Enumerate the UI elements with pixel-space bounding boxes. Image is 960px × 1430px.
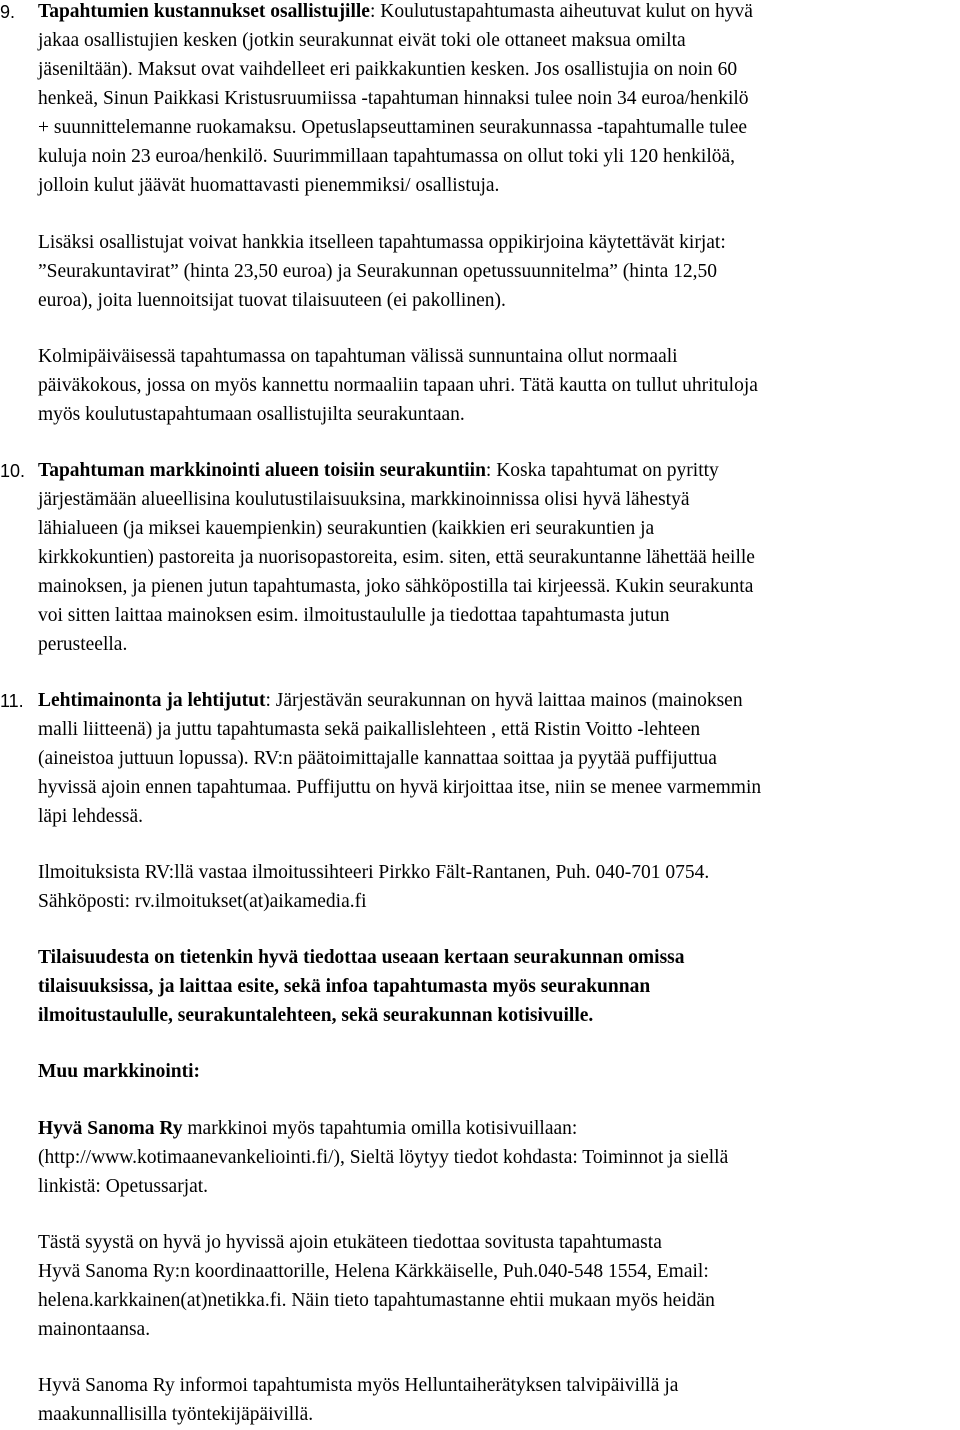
section-11-line-1 (38, 689, 743, 713)
emphasis-line-1 (38, 946, 685, 970)
section-10-line-1-text: : Koska tapahtumat on pyritty (485, 460, 719, 481)
hyva-sanoma-line-2: (http://www.kotimaanevankeliointi.fi/), Sieltä löytyy tiedot kohdasta: Toiminnot ja siellä (38, 1147, 729, 1168)
books-line-2: ”Seurakuntavirat” (hinta 23,50 euroa) ja Seurakunnan opetussuunnitelma” (hinta 12,50 (38, 261, 718, 282)
section-10-line-3: lähialueen (ja miksei kauempienkin) seurakuntien (kaikkien eri seurakuntien ja (38, 518, 655, 539)
section-9-line-1-text: : Koulutustapahtumasta aiheutuvat kulut on hyvä (369, 1, 753, 22)
hyva-sanoma-line-1 (38, 1117, 577, 1141)
other-marketing-heading (38, 1060, 200, 1084)
section-11-line-1-text: : Järjestävän seurakunnan on hyvä laittaa mainos (mainoksen (265, 690, 743, 711)
coordinator-line-2: Hyvä Sanoma Ry:n koordinaattorille, Helena Kärkkäiselle, Puh.040-548 1554, Email: (38, 1261, 709, 1282)
books-line-3: euroa), joita luennoitsijat tuovat tilaisuuteen (ei pakollinen). (38, 290, 506, 311)
section-number-11: 11. (0, 691, 24, 711)
closing-line-2: maakunnallisilla työntekijäpäivillä. (38, 1404, 314, 1425)
section-10-line-1 (38, 459, 719, 483)
section-9-heading: Tapahtumien kustannukset osallistujille (38, 1, 370, 22)
section-number-10: 10. (0, 461, 26, 481)
section-10-line-4: kirkkokuntien) pastoreita ja nuorisopastoreita, esim. siten, että seurakuntanne lähettää heille (38, 547, 755, 568)
offering-line-3: myös koulutustapahtumaan osallistujilta seurakuntaan. (38, 404, 465, 425)
section-10-heading: Tapahtuman markkinointi alueen toisiin seurakuntiin (38, 460, 486, 481)
section-9-line-3: jäseniltään). Maksut ovat vaihdelleet eri paikkakuntien kesken. Jos osallistujia on noin 60 (38, 59, 738, 80)
section-9-line-6: kuluja noin 23 euroa/henkilö. Suurimmillaan tapahtumassa on ollut toki yli 120 henkilöä, (38, 146, 736, 167)
section-10-line-7: perusteella. (38, 634, 128, 655)
section-11-line-4: hyvissä ajoin ennen tapahtumaa. Puffijuttu on hyvä kirjoittaa itse, niin se menee varmemmin (38, 777, 762, 798)
coordinator-line-3: helena.karkkainen(at)netikka.fi. Näin tieto tapahtumastanne ehtii mukaan myös heidän (38, 1290, 715, 1311)
section-9-line-4: henkeä, Sinun Paikkasi Kristusruumiissa -tapahtuman hinnaksi tulee noin 34 euroa/henkilö (38, 88, 749, 109)
section-9-line-1 (38, 0, 753, 24)
emphasis-line-1-text: Tilaisuudesta on tietenkin hyvä tiedottaa useaan kertaan seurakunnan omissa (38, 947, 685, 968)
emphasis-line-3-text: ilmoitustaululle, seurakuntalehteen, sekä seurakunnan kotisivuille. (38, 1005, 594, 1026)
section-number-9: 9. (0, 2, 16, 22)
section-10-line-6: voi sitten laittaa mainoksen esim. ilmoitustaululle ja tiedottaa tapahtumasta jutun (38, 605, 670, 626)
emphasis-line-3 (38, 1004, 593, 1028)
section-9-line-2: jakaa osallistujien kesken (jotkin seurakunnat eivät toki ole ottaneet maksua omilta (38, 30, 686, 51)
offering-line-2: päiväkokous, jossa on myös kannettu normaaliin tapaan uhri. Tätä kautta on tullut uhrituloja (38, 375, 758, 396)
ad-contact-line-1: Ilmoituksista RV:llä vastaa ilmoitussihteeri Pirkko Fält-Rantanen, Puh. 040-701 0754. (38, 862, 710, 883)
offering-line-1: Kolmipäiväisessä tapahtumassa on tapahtuman välissä sunnuntaina ollut normaali (38, 346, 678, 367)
hyva-sanoma-name: Hyvä Sanoma Ry (38, 1118, 183, 1139)
coordinator-line-4: mainontaansa. (38, 1319, 151, 1340)
hyva-sanoma-line-1-text: markkinoi myös tapahtumia omilla kotisivuillaan: (182, 1118, 578, 1139)
other-marketing-heading-text: Muu markkinointi: (38, 1061, 200, 1082)
section-9-line-7: jolloin kulut jäävät huomattavasti pienemmiksi/ osallistuja. (38, 175, 500, 196)
hyva-sanoma-line-3: linkistä: Opetussarjat. (38, 1176, 209, 1197)
section-11-line-2: malli liitteenä) ja juttu tapahtumasta sekä paikallislehteen , että Ristin Voitto -lehteen (38, 719, 701, 740)
section-11-heading: Lehtimainonta ja lehtijutut (38, 690, 266, 711)
section-11-line-5: läpi lehdessä. (38, 806, 144, 827)
emphasis-line-2 (38, 975, 650, 999)
section-11-line-3: (aineistoa juttuun lopussa). RV:n päätoimittajalle kannattaa soittaa ja pyytää puffijuttua (38, 748, 717, 769)
section-10-line-5: mainoksen, ja pienen jutun tapahtumasta, joko sähköpostilla tai kirjeessä. Kukin seurakunta (38, 576, 754, 597)
section-9-line-5: + suunnittelemanne ruokamaksu. Opetuslapseuttaminen seurakunnassa -tapahtumalle tulee (38, 117, 747, 138)
books-line-1: Lisäksi osallistujat voivat hankkia itselleen tapahtumassa oppikirjoina käytettävät kirjat: (38, 232, 726, 253)
coordinator-line-1: Tästä syystä on hyvä jo hyvissä ajoin etukäteen tiedottaa sovitusta tapahtumasta (38, 1232, 662, 1253)
ad-contact-line-2: Sähköposti: rv.ilmoitukset(at)aikamedia.fi (38, 891, 367, 912)
emphasis-line-2-text: tilaisuuksissa, ja laittaa esite, sekä infoa tapahtumasta myös seurakunnan (38, 976, 651, 997)
section-10-line-2: järjestämään alueellisina koulutustilaisuuksina, markkinoinnissa olisi hyvä lähestyä (38, 489, 690, 510)
closing-line-1: Hyvä Sanoma Ry informoi tapahtumista myös Helluntaiherätyksen talvipäivillä ja (38, 1375, 679, 1396)
